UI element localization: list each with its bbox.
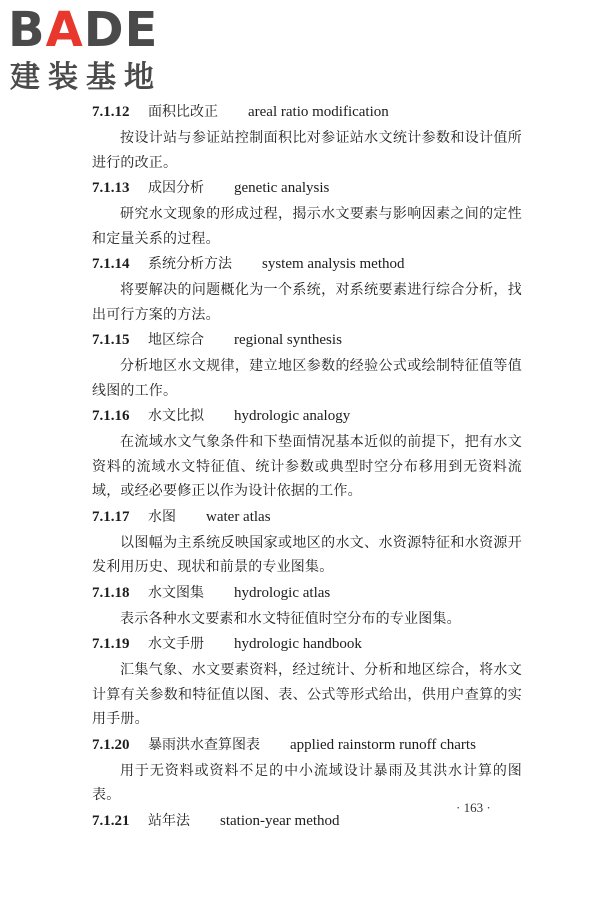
term-line bbox=[92, 175, 522, 202]
term-english: hydrologic atlas bbox=[234, 584, 331, 601]
term-definition: 用于无资料或资料不足的中小流域设计暴雨及其洪水计算的图表。 bbox=[92, 762, 522, 803]
term-english: regional synthesis bbox=[234, 332, 342, 348]
term-definition: 分析地区水文规律，建立地区参数的经验公式或绘制特征值等值线图的工作。 bbox=[92, 358, 522, 399]
term-line bbox=[92, 631, 522, 658]
term-chinese: 暴雨洪水查算图表 bbox=[148, 736, 260, 753]
term-number: 7.1.20 bbox=[92, 736, 130, 753]
term-chinese: 水文图集 bbox=[148, 584, 204, 601]
term-definition: 将要解决的问题概化为一个系统，对系统要素进行综合分析，找出可行方案的方法。 bbox=[92, 282, 522, 323]
term-line bbox=[92, 732, 522, 759]
logo-subtitle: 建装基地 bbox=[10, 60, 162, 95]
glossary-entry-7-1-19 bbox=[92, 631, 522, 732]
term-line bbox=[92, 327, 522, 354]
term-number: 7.1.15 bbox=[92, 332, 130, 348]
glossary-entry-7-1-17 bbox=[92, 504, 522, 580]
glossary-entry-7-1-14 bbox=[92, 251, 522, 327]
term-definition: 表示各种水文要素和水文特征值时空分布的专业图集。 bbox=[120, 610, 461, 627]
term-chinese: 面积比改正 bbox=[148, 104, 218, 120]
logo-wordmark: BADE bbox=[8, 2, 159, 58]
term-definition: 研究水文现象的形成过程，揭示水文要素与影响因素之间的定性和定量关系的过程。 bbox=[92, 206, 522, 247]
term-line bbox=[92, 504, 522, 531]
page-number: · 163 · bbox=[456, 800, 491, 815]
glossary-entry-7-1-15 bbox=[92, 327, 522, 403]
term-english: applied rainstorm runoff charts bbox=[290, 736, 476, 753]
term-english: station-year method bbox=[220, 812, 340, 829]
term-chinese: 水文比拟 bbox=[148, 408, 204, 424]
glossary-entry-7-1-18 bbox=[92, 580, 522, 632]
term-line bbox=[92, 580, 522, 607]
term-line bbox=[92, 251, 522, 278]
term-chinese: 水图 bbox=[148, 508, 176, 525]
term-number: 7.1.21 bbox=[92, 812, 130, 829]
term-chinese: 站年法 bbox=[148, 812, 190, 829]
term-line bbox=[92, 403, 522, 430]
glossary-entry-7-1-12 bbox=[92, 99, 522, 175]
term-english: system analysis method bbox=[262, 256, 405, 272]
term-definition: 以图幅为主系统反映国家或地区的水文、水资源特征和水资源开发利用历史、现状和前景的专业图集。 bbox=[92, 534, 522, 575]
term-english: water atlas bbox=[206, 508, 271, 525]
glossary-entry-7-1-16 bbox=[92, 403, 522, 504]
term-english: genetic analysis bbox=[234, 180, 330, 196]
glossary-content bbox=[92, 99, 522, 835]
term-chinese: 系统分析方法 bbox=[148, 256, 232, 272]
term-english: hydrologic analogy bbox=[234, 408, 351, 424]
term-english: hydrologic handbook bbox=[234, 636, 362, 652]
term-number: 7.1.17 bbox=[92, 508, 130, 525]
term-number: 7.1.18 bbox=[92, 584, 130, 601]
term-number: 7.1.14 bbox=[92, 256, 130, 272]
term-number: 7.1.13 bbox=[92, 180, 130, 196]
term-definition: 在流域水文气象条件和下垫面情况基本近似的前提下，把有水文资料的流域水文特征值、统计参数或典型时空分布移用到无资料流域，或经必要修正以作为设计依据的工作。 bbox=[92, 434, 522, 499]
bade-logo bbox=[8, 2, 180, 102]
term-definition: 汇集气象、水文要素资料，经过统计、分析和地区综合，将水文计算有关参数和特征值以图、表、公式等形式给出，供用户查算的实用手册。 bbox=[92, 662, 522, 727]
glossary-entry-7-1-20 bbox=[92, 732, 522, 808]
term-chinese: 地区综合 bbox=[148, 332, 204, 348]
glossary-entry-7-1-13 bbox=[92, 175, 522, 251]
term-english: areal ratio modification bbox=[248, 104, 389, 120]
term-line bbox=[92, 99, 522, 126]
term-chinese: 成因分析 bbox=[148, 180, 204, 196]
term-chinese: 水文手册 bbox=[148, 636, 204, 652]
term-definition: 按设计站与参证站控制面积比对参证站水文统计参数和设计值所进行的改正。 bbox=[92, 130, 522, 171]
term-number: 7.1.12 bbox=[92, 104, 130, 120]
term-number: 7.1.19 bbox=[92, 636, 130, 652]
term-number: 7.1.16 bbox=[92, 408, 130, 424]
